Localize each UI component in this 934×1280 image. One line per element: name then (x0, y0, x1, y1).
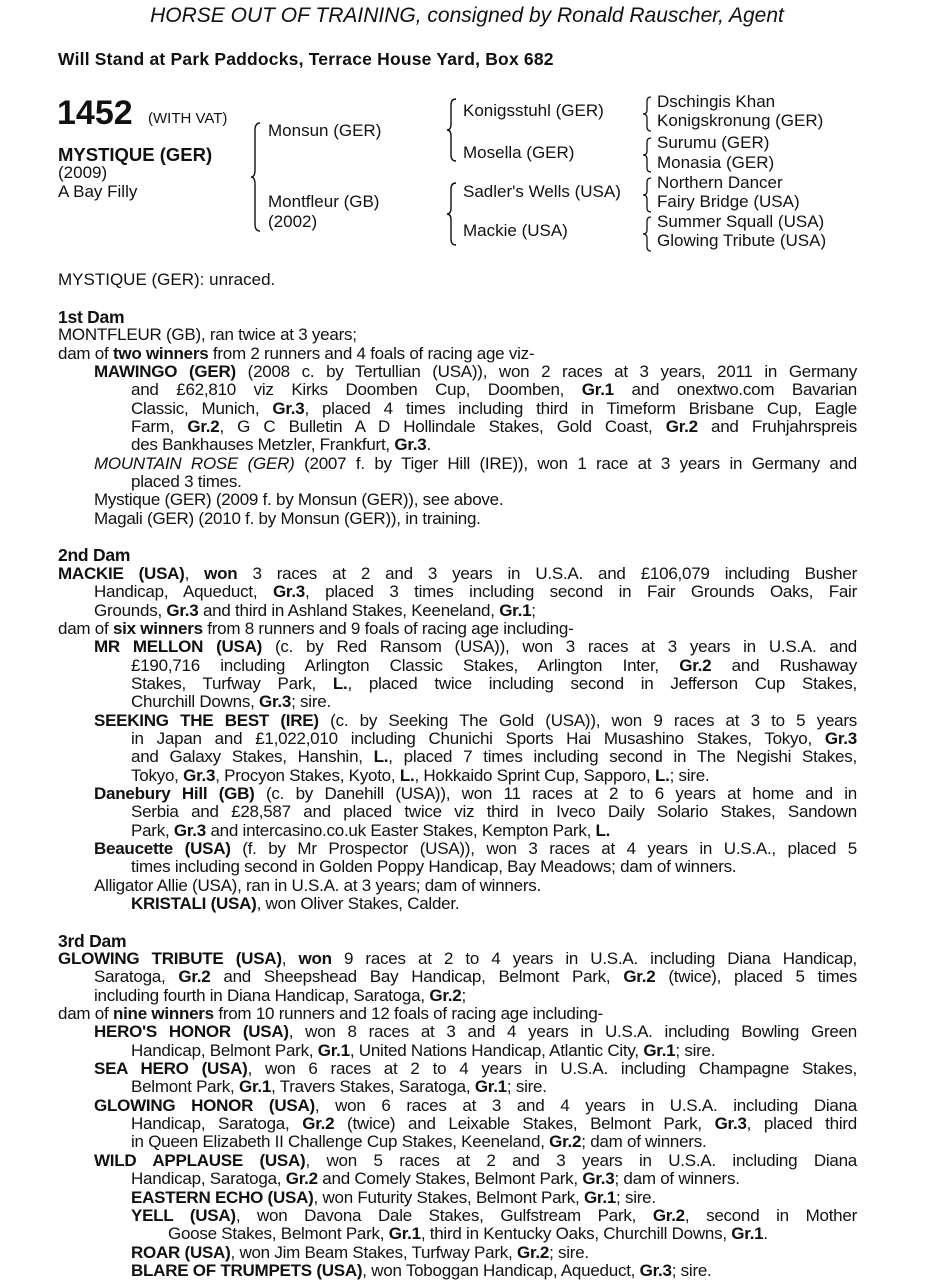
entry-line (0, 455, 934, 473)
bold-text: Gr.2 (285, 1169, 318, 1189)
text: , won Oliver Stakes, Calder. (256, 894, 460, 913)
italic-text: MOUNTAIN ROSE (GER) (94, 453, 295, 473)
pedigree-entry (0, 491, 934, 509)
bold-text: SEA HERO (USA) (94, 1059, 248, 1079)
bold-text: SEEKING THE BEST (IRE) (94, 710, 319, 730)
pedigree-entry (0, 895, 934, 913)
text: , placed 3 times including second in Fair Grounds Oaks, Fair (305, 582, 857, 602)
entry-line (0, 1005, 934, 1023)
bold-text: Gr.1 (583, 1187, 617, 1207)
text: Classic, Munich, (131, 398, 273, 418)
text: and Comely Stakes, Belmont Park, (317, 1169, 583, 1189)
bold-text: Gr.1 (474, 1077, 507, 1097)
text: , won Toboggan Handicap, Aqueduct, (362, 1260, 640, 1280)
bold-text: L. (373, 747, 389, 767)
bold-text: Gr.1 (239, 1077, 272, 1097)
pedigree-sire-dam: Mosella (GER) (463, 143, 575, 162)
bold-text: Danebury Hill (GB) (94, 783, 255, 803)
text: ; (531, 600, 536, 620)
text: and Fruhjahrspreis (697, 417, 858, 437)
bold-text: Gr.2 (187, 417, 220, 437)
bold-text: L. (595, 820, 611, 840)
text: 9 races at 2 to 4 years in U.S.A. including Diana Handicap, (331, 949, 858, 969)
bold-text: Gr.2 (665, 417, 698, 437)
bold-text: Gr.1 (317, 1040, 350, 1060)
text: Alligator Allie (USA), ran in U.S.A. at 3 years; dam of winners. (94, 875, 541, 895)
entry-line (0, 418, 934, 436)
text: ; sire. (291, 692, 331, 712)
bold-text: Gr.1 (643, 1040, 676, 1060)
text: and Rushaway (711, 655, 857, 675)
produce-record (0, 308, 934, 1280)
entry-line (0, 1042, 934, 1060)
text: £190,716 including Arlington Classic Stakes, Arlington Inter, (131, 655, 680, 675)
text: Saratoga, (94, 967, 179, 987)
pedigree-sire-sire: Konigsstuhl (GER) (463, 101, 604, 120)
text: dam of (58, 618, 113, 638)
text: , placed 7 times including second in The Negishi Stakes, (388, 747, 857, 767)
vat-note: (WITH VAT) (148, 110, 228, 127)
entry-line (0, 657, 934, 675)
pedigree-entry (0, 1097, 934, 1152)
entry-line (0, 803, 934, 821)
entry-line (0, 473, 934, 491)
bold-text: YELL (USA) (131, 1205, 236, 1225)
text: , (281, 949, 299, 969)
text: Park, (131, 820, 174, 840)
pedigree-entry (0, 1152, 934, 1189)
bold-text: Gr.1 (499, 600, 532, 620)
lot-number: 1452 (57, 94, 133, 132)
pedigree-brace (446, 98, 458, 162)
text: ; (461, 985, 466, 1005)
bold-text: Gr.3 (183, 765, 216, 785)
pedigree-brace (250, 122, 262, 232)
entry-line (0, 730, 934, 748)
pedigree-entry (0, 638, 934, 711)
text: , third in Kentucky Oaks, Churchill Downs, (420, 1224, 732, 1244)
bold-text: nine winners (112, 1004, 214, 1024)
entry-line (0, 895, 934, 913)
entry-line (0, 345, 934, 363)
pedigree-brace (446, 182, 458, 246)
text: Serbia and £28,587 and placed twice viz third in Iveco Daily Solario Stakes, Sandown (131, 802, 857, 822)
text: ; sire. (506, 1077, 547, 1097)
text: , won Futurity Stakes, Belmont Park, (313, 1187, 584, 1207)
pedigree-gen3: Surumu (GER) (657, 133, 770, 152)
entry-line (0, 326, 934, 344)
pedigree-gen3: Northern Dancer (657, 173, 783, 192)
text: from 10 runners and 12 foals of racing age including- (213, 1004, 603, 1024)
text: , won 8 races at 3 and 4 years in U.S.A. including Bowling Green (288, 1022, 857, 1042)
text: , won 6 races at 3 and 4 years in U.S.A. including Diana (314, 1095, 857, 1115)
pedigree-gen3: Konigskronung (GER) (657, 111, 824, 130)
text: , won 5 races at 2 and 3 years in U.S.A. including Diana (305, 1150, 857, 1170)
pedigree-entry (0, 363, 934, 455)
pedigree-entry (0, 840, 934, 877)
text: , G C Bulletin A D Hollindale Stakes, Gold Coast, (219, 417, 666, 437)
stabling-location: Will Stand at Park Paddocks, Terrace House Yard, Box 682 (58, 49, 554, 69)
bold-text: Gr.3 (394, 435, 427, 455)
bold-text: Gr.3 (582, 1169, 615, 1189)
pedigree-brace (642, 216, 652, 252)
text: Handicap, Aqueduct, (94, 582, 273, 602)
entry-line (0, 712, 934, 730)
text: (twice), placed 5 times (655, 967, 857, 987)
bold-text: Gr.3 (714, 1114, 747, 1134)
entry-line (0, 510, 934, 528)
entry-line (0, 1097, 934, 1115)
entry-line (0, 1133, 934, 1151)
text: ; sire. (671, 1260, 712, 1280)
entry-line (0, 767, 934, 785)
section-spacer (0, 913, 934, 931)
entry-line (0, 1060, 934, 1078)
text: Goose Stakes, Belmont Park, (168, 1224, 389, 1244)
entry-line (0, 381, 934, 399)
bold-text: Gr.2 (178, 967, 211, 987)
text: ; sire. (549, 1242, 589, 1262)
text: , Hokkaido Sprint Cup, Sapporo, (414, 765, 655, 785)
entry-line (0, 1225, 934, 1243)
text: , Travers Stakes, Saratoga, (271, 1077, 475, 1097)
horse-name: MYSTIQUE (GER) (58, 144, 213, 165)
bold-text: L. (332, 673, 348, 693)
bold-text: Gr.2 (623, 967, 656, 987)
text: and Sheepshead Bay Handicap, Belmont Park, (210, 967, 624, 987)
entry-line (0, 877, 934, 895)
pedigree-entry (0, 950, 934, 1005)
text: Farm, (131, 417, 188, 437)
text: , won 6 races at 2 to 4 years in U.S.A. including Champagne Stakes, (247, 1059, 857, 1079)
bold-text: Gr.2 (516, 1242, 550, 1262)
text: (c. by Red Ransom (USA)), won 3 races at 3 years in U.S.A. and (262, 637, 857, 657)
pedigree-entry (0, 326, 934, 344)
pedigree-dam-dam: Mackie (USA) (463, 221, 568, 240)
section-spacer (0, 528, 934, 546)
text: . (426, 435, 431, 455)
text: ; sire. (616, 1187, 656, 1207)
bold-text: MAWINGO (GER) (94, 362, 236, 382)
bold-text: EASTERN ECHO (USA) (131, 1187, 314, 1207)
entry-line (0, 638, 934, 656)
entry-line (0, 400, 934, 418)
pedigree-entry (0, 877, 934, 895)
bold-text: Gr.1 (581, 380, 614, 400)
entry-line (0, 602, 934, 620)
bold-text: six winners (112, 618, 203, 638)
text: and third in Ashland Stakes, Keeneland, (198, 600, 500, 620)
entry-line (0, 950, 934, 968)
entry-line (0, 748, 934, 766)
entry-line (0, 785, 934, 803)
text: Mystique (GER) (2009 f. by Monsun (GER)), see above. (94, 490, 504, 510)
bold-text: Gr.2 (679, 655, 712, 675)
bold-text: BLARE OF TRUMPETS (USA) (131, 1260, 363, 1280)
text: , (184, 563, 205, 583)
entry-line (0, 858, 934, 876)
text: ; sire. (675, 1040, 716, 1060)
bold-text: Gr.3 (166, 600, 199, 620)
entry-line (0, 1170, 934, 1188)
pedigree-entry (0, 455, 934, 492)
pedigree-gen3: Monasia (GER) (657, 153, 775, 172)
entry-line (0, 491, 934, 509)
text: ; sire. (669, 765, 710, 785)
section-heading: 2nd Dam (58, 545, 131, 566)
pedigree-entry (0, 1023, 934, 1060)
text: including fourth in Diana Handicap, Saratoga, (94, 985, 430, 1005)
pedigree-sire: Monsun (GER) (268, 121, 382, 140)
horse-description: A Bay Filly (58, 182, 138, 201)
text: , won Davona Dale Stakes, Gulfstream Park, (235, 1205, 653, 1225)
pedigree-dam: Montfleur (GB) (268, 192, 380, 211)
pedigree-entry (0, 1005, 934, 1023)
bold-text: Gr.3 (272, 582, 306, 602)
pedigree-entry (0, 345, 934, 363)
text: Handicap, Saratoga, (131, 1169, 286, 1189)
consignment-title: HORSE OUT OF TRAINING, consigned by Ronald Rauscher, Agent (150, 4, 784, 27)
entry-line (0, 693, 934, 711)
entry-line (0, 968, 934, 986)
text: from 8 runners and 9 foals of racing age including- (202, 618, 574, 638)
horse-year: (2009) (58, 163, 108, 182)
bold-text: Gr.1 (388, 1224, 421, 1244)
pedigree-brace (642, 177, 652, 213)
text: MONTFLEUR (GB), ran twice at 3 years; (58, 325, 357, 345)
entry-line (0, 565, 934, 583)
bold-text: Gr.3 (259, 692, 292, 712)
bold-text: GLOWING HONOR (USA) (94, 1095, 315, 1115)
bold-text: won (298, 949, 332, 969)
text: dam of (58, 1004, 113, 1024)
pedigree-brace (642, 137, 652, 173)
text: , placed 4 times including third in Timeform Brisbane Cup, Eagle (304, 398, 857, 418)
bold-text: L. (399, 765, 415, 785)
bold-text: Gr.2 (549, 1132, 582, 1152)
text: placed 3 times. (131, 472, 242, 492)
bold-text: ROAR (USA) (131, 1242, 231, 1262)
bold-text: MACKIE (USA) (58, 563, 185, 583)
entry-line (0, 436, 934, 454)
bold-text: Beaucette (USA) (94, 838, 231, 858)
bold-text: Gr.3 (272, 398, 305, 418)
text: Handicap, Saratoga, (131, 1114, 303, 1134)
text: Tokyo, (131, 765, 184, 785)
text: Magali (GER) (2010 f. by Monsun (GER)), in training. (94, 508, 481, 528)
bold-text: HERO'S HONOR (USA) (94, 1022, 289, 1042)
pedigree-gen3: Fairy Bridge (USA) (657, 192, 800, 211)
text: Handicap, Belmont Park, (131, 1040, 318, 1060)
entry-line (0, 840, 934, 858)
entry-line (0, 1078, 934, 1096)
entry-line (0, 1115, 934, 1133)
pedigree-entry (0, 1060, 934, 1097)
text: and Galaxy Stakes, Hanshin, (131, 747, 374, 767)
text: 3 races at 2 and 3 years in U.S.A. and £106,079 including Busher (237, 563, 857, 583)
pedigree-gen3: Glowing Tribute (USA) (657, 231, 827, 250)
text: from 2 runners and 4 foals of racing age viz- (208, 343, 535, 363)
entry-line (0, 675, 934, 693)
entry-line (0, 1262, 934, 1280)
bold-text: WILD APPLAUSE (USA) (94, 1150, 306, 1170)
section-heading: 3rd Dam (58, 930, 127, 951)
bold-text: won (204, 563, 238, 583)
text: , Procyon Stakes, Kyoto, (215, 765, 400, 785)
pedigree-entry (0, 712, 934, 785)
entry-line (0, 1023, 934, 1041)
entry-line (0, 1244, 934, 1262)
text: , United Nations Handicap, Atlantic City, (349, 1040, 644, 1060)
pedigree-entry (0, 1262, 934, 1280)
text: dam of (58, 343, 113, 363)
text: Churchill Downs, (131, 692, 260, 712)
text: des Bankhauses Metzler, Frankfurt, (131, 435, 395, 455)
bold-text: Gr.1 (731, 1224, 764, 1244)
race-record-summary: MYSTIQUE (GER): unraced. (58, 270, 276, 289)
bold-text: KRISTALI (USA) (131, 894, 257, 913)
pedigree-entry (0, 785, 934, 840)
text: (twice) and Leixable Stakes, Belmont Park, (334, 1114, 715, 1134)
pedigree-gen3: Dschingis Khan (657, 92, 776, 111)
pedigree-brace (642, 96, 652, 132)
entry-line (0, 1152, 934, 1170)
text: and intercasino.co.uk Easter Stakes, Kempton Park, (206, 820, 596, 840)
entry-line (0, 1189, 934, 1207)
bold-text: Gr.3 (173, 820, 206, 840)
pedigree-entry (0, 510, 934, 528)
pedigree-entry (0, 1207, 934, 1244)
entry-line (0, 987, 934, 1005)
entry-line (0, 1207, 934, 1225)
bold-text: Gr.2 (302, 1114, 335, 1134)
bold-text: L. (654, 765, 670, 785)
text: (2008 c. by Tertullian (USA)), won 2 races at 3 years, 2011 in Germany (235, 362, 857, 382)
bold-text: two winners (112, 343, 209, 363)
text: . (763, 1224, 768, 1244)
text: (c. by Seeking The Gold (USA)), won 9 races at 3 to 5 years (318, 710, 858, 730)
pedigree-entry (0, 1244, 934, 1262)
entry-line (0, 583, 934, 601)
text: times including second in Golden Poppy Handicap, Bay Meadows; dam of winners. (131, 857, 737, 877)
bold-text: Gr.3 (824, 728, 857, 748)
pedigree-entry (0, 620, 934, 638)
text: (f. by Mr Prospector (USA)), won 3 races at 4 years in U.S.A., placed 5 (230, 838, 858, 858)
entry-line (0, 363, 934, 381)
text: in Japan and £1,022,010 including Chunichi Sports Hai Musashino Stakes, Tokyo, (131, 728, 825, 748)
text: , placed twice including second in Jefferson Cup Stakes, (347, 673, 857, 693)
text: Stakes, Turfway Park, (131, 673, 333, 693)
text: ; dam of winners. (614, 1169, 740, 1189)
pedigree-entry (0, 1189, 934, 1207)
entry-line (0, 620, 934, 638)
text: in Queen Elizabeth II Challenge Cup Stakes, Keeneland, (131, 1132, 550, 1152)
pedigree-entry (0, 565, 934, 620)
pedigree-dam-year: (2002) (268, 212, 318, 231)
bold-text: MR MELLON (USA) (94, 637, 263, 657)
text: , won Jim Beam Stakes, Turfway Park, (230, 1242, 517, 1262)
entry-line (0, 822, 934, 840)
section-heading: 1st Dam (58, 307, 125, 327)
text: Grounds, (94, 600, 167, 620)
text: ; dam of winners. (581, 1132, 707, 1152)
bold-text: Gr.3 (639, 1260, 672, 1280)
bold-text: GLOWING TRIBUTE (USA) (58, 949, 282, 969)
bold-text: Gr.2 (429, 985, 462, 1005)
text: (c. by Danehill (USA)), won 11 races at 2 to 6 years at home and in (254, 783, 857, 803)
text: Belmont Park, (131, 1077, 239, 1097)
text: , second in Mother (684, 1205, 857, 1225)
pedigree-gen3: Summer Squall (USA) (657, 212, 825, 231)
text: , placed third (746, 1114, 857, 1134)
text: and £62,810 viz Kirks Doomben Cup, Doomben, (131, 380, 582, 400)
bold-text: Gr.2 (652, 1205, 685, 1225)
text: (2007 f. by Tiger Hill (IRE)), won 1 race at 3 years in Germany and (294, 453, 858, 473)
pedigree-dam-sire: Sadler's Wells (USA) (463, 182, 621, 201)
text: and onextwo.com Bavarian (613, 380, 857, 400)
